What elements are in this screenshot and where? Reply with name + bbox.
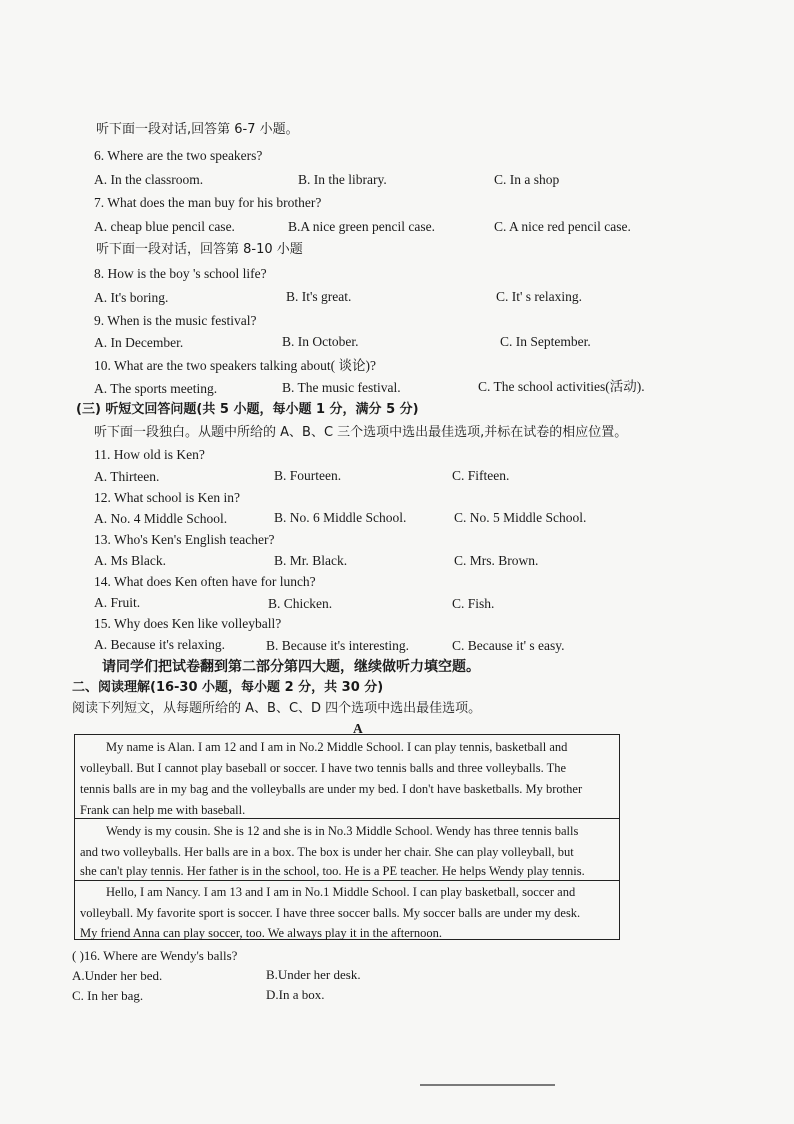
q10-option-a: A. The sports meeting. <box>94 381 218 396</box>
part3-instruction: 听下面一段独白。从题中所给的 A、B、C 三个选项中选出最佳选项,并标在试卷的相应位置。 <box>94 425 628 440</box>
q10-option-c: C. The school activities(活动). <box>478 379 645 394</box>
q7-option-a: A. cheap blue pencil case. <box>94 219 235 234</box>
part3-heading: (三) 听短文回答问题(共 5 小题，每小题 1 分，满分 5 分) <box>76 402 419 417</box>
question-15: 15. Why does Ken like volleyball? <box>94 616 282 631</box>
passage-label: A <box>353 721 363 736</box>
passage2-line-2: and two volleyballs. Her balls are in a box. The box is under her chair. She can play volleyball, but <box>80 845 574 859</box>
q15-option-c: C. Because it' s easy. <box>452 638 565 653</box>
q8-option-b: B. It's great. <box>286 289 352 304</box>
footer-line <box>420 1084 555 1086</box>
q12-option-a: A. No. 4 Middle School. <box>94 511 228 526</box>
passage1-line-4: Frank can help me with baseball. <box>80 803 246 817</box>
q11-option-c: C. Fifteen. <box>452 468 510 483</box>
passage1-line-3: tennis balls are in my bag and the volleyballs are under my bed. I don't have basketballs. My brother <box>80 782 583 796</box>
q15-option-b: B. Because it's interesting. <box>266 638 410 653</box>
q16-option-a: A.Under her bed. <box>72 968 163 983</box>
q6-option-b: B. In the library. <box>298 172 387 187</box>
passage2-line-1: Wendy is my cousin. She is 12 and she is in No.3 Middle School. Wendy has three tennis balls <box>106 824 579 838</box>
section-heading-8-10: 听下面一段对话，回答第 8-10 小题 <box>96 242 303 257</box>
q6-option-a: A. In the classroom. <box>94 172 204 187</box>
passage2-line-3: she can't play tennis. Her father is in the school, too. He is a PE teacher. He helps Wendy play tennis. <box>80 864 585 878</box>
q13-option-b: B. Mr. Black. <box>274 553 348 568</box>
reading-heading: 二、阅读理解(16-30 小题，每小题 2 分，共 30 分) <box>72 680 384 695</box>
passage3-line-2: volleyball. My favorite sport is soccer. I have three soccer balls. My soccer balls are under my desk. <box>80 906 581 920</box>
q6-option-c: C. In a shop <box>494 172 560 187</box>
q16-option-c: C. In her bag. <box>72 988 144 1003</box>
q11-option-a: A. Thirteen. <box>94 469 160 484</box>
q7-option-c: C. A nice red pencil case. <box>494 219 631 234</box>
question-11: 11. How old is Ken? <box>94 447 205 462</box>
passage1-line-1: My name is Alan. I am 12 and I am in No.2 Middle School. I can play tennis, basketball and <box>106 740 568 754</box>
section-heading-6-7: 听下面一段对话,回答第 6-7 小题。 <box>96 122 299 137</box>
q14-option-c: C. Fish. <box>452 596 495 611</box>
q9-option-b: B. In October. <box>282 334 359 349</box>
turn-page-note: 请同学们把试卷翻到第二部分第四大题，继续做听力填空题。 <box>102 659 480 675</box>
q13-option-c: C. Mrs. Brown. <box>454 553 539 568</box>
question-13: 13. Who's Ken's English teacher? <box>94 532 275 547</box>
q8-option-a: A. It's boring. <box>94 290 169 305</box>
question-14: 14. What does Ken often have for lunch? <box>94 574 316 589</box>
q10-option-b: B. The music festival. <box>282 380 401 395</box>
reading-instruction: 阅读下列短文，从每题所给的 A、B、C、D 四个选项中选出最佳选项。 <box>72 701 482 716</box>
q12-option-b: B. No. 6 Middle School. <box>274 510 407 525</box>
q7-option-b: B.A nice green pencil case. <box>288 219 435 234</box>
q9-option-a: A. In December. <box>94 335 184 350</box>
q13-option-a: A. Ms Black. <box>94 553 166 568</box>
question-8: 8. How is the boy 's school life? <box>94 266 267 281</box>
question-10: 10. What are the two speakers talking about( 谈论)? <box>94 358 377 373</box>
passage1-line-2: volleyball. But I cannot play baseball or soccer. I have two tennis balls and three volleyballs. The <box>80 761 567 775</box>
q9-option-c: C. In September. <box>500 334 591 349</box>
q14-option-b: B. Chicken. <box>268 596 333 611</box>
passage3-line-3: My friend Anna can play soccer, too. We always play it in the afternoon. <box>80 926 443 940</box>
passage3-line-1: Hello, I am Nancy. I am 13 and I am in No.1 Middle School. I can play basketball, soccer and <box>106 885 576 899</box>
q14-option-a: A. Fruit. <box>94 595 141 610</box>
q15-option-a: A. Because it's relaxing. <box>94 637 226 652</box>
q16-option-b: B.Under her desk. <box>266 967 361 982</box>
question-9: 9. When is the music festival? <box>94 313 257 328</box>
q16-option-d: D.In a box. <box>266 987 325 1002</box>
question-6: 6. Where are the two speakers? <box>94 148 263 163</box>
question-12: 12. What school is Ken in? <box>94 490 240 505</box>
q12-option-c: C. No. 5 Middle School. <box>454 510 587 525</box>
passage-divider-2 <box>74 880 620 881</box>
question-16: ( )16. Where are Wendy's balls? <box>72 948 238 963</box>
question-7: 7. What does the man buy for his brother? <box>94 195 322 210</box>
q11-option-b: B. Fourteen. <box>274 468 342 483</box>
q8-option-c: C. It' s relaxing. <box>496 289 583 304</box>
